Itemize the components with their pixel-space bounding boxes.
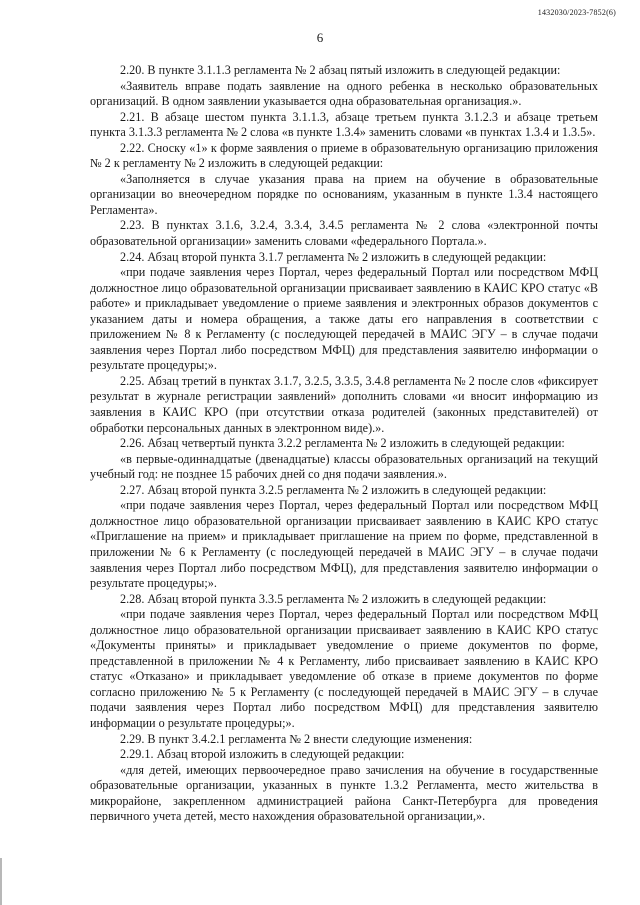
paragraph: 2.23. В пунктах 3.1.6, 3.2.4, 3.3.4, 3.4.5 регламента № 2 слова «электронной почты образовательной организации» заменить словами «федерального Портала.». [90,218,598,249]
paragraph: 2.24. Абзац второй пункта 3.1.7 регламента № 2 изложить в следующей редакции: [120,249,547,264]
paragraph: 2.26. Абзац четвертый пункта 3.2.2 регламента № 2 изложить в следующей редакции: [120,436,565,451]
paragraph: «Заявитель вправе подать заявление на одного ребенка в несколько образовательных организаций. В одном заявлении указывается одна образовательная организация.». [90,78,598,109]
paragraph: «при подаче заявления через Портал, через федеральный Портал или посредством МФЦ должностное лицо образовательной организации присваивает заявлению в КАИС КРО статус «В работе» и прикладывает уведомление о приеме заявления и электронных образов документов с указанием даты и номера обращения, а также даты его направления в соответствии с приложением № 8 к Регламенту (с последующей передачей в МАИС ЭГУ – в случае подачи заявления через Портал либо посредством МФЦ) для представления заявителю информации о результате процедуры;». [90,265,598,373]
document-id: 1432030/2023-7852(6) [537,8,616,17]
page-number: 6 [316,30,324,45]
paragraph: 2.29.1. Абзац второй изложить в следующей редакции: [120,747,405,762]
paragraph: «при подаче заявления через Портал, через федеральный Портал или посредством МФЦ должностное лицо образовательной организации присваивает заявлению в КАИС КРО статус «Приглашение на прием» и прикладывает приглашение на прием по форме, представленной в приложении № 6 к Регламенту (с последующей передачей в МАИС ЭГУ – в случае подачи заявления через Портал либо посредством МФЦ), для представления заявителю информации о результате процедуры;». [90,498,598,591]
document-body [90,63,598,825]
paragraph: «Заполняется в случае указания права на прием на обучение в образовательные организации во внеочередном порядке по основаниям, указанным в пункте 1.3.4 настоящего Регламента». [90,171,598,217]
paragraph: 2.25. Абзац третий в пунктах 3.1.7, 3.2.5, 3.3.5, 3.4.8 регламента № 2 после слов «фиксирует результат в журнале регистрации заявлений» дополнить словами «и вносит информацию из заявления в КАИС КРО (при отсутствии отказа родителей (законных представителей) от обработки персональных данных в электронном виде).». [90,373,598,435]
paragraph: 2.22. Сноску «1» к форме заявления о приеме в образовательную организацию приложения № 2 к регламенту № 2 изложить в следующей редакции: [90,140,598,171]
paragraph: 2.27. Абзац второй пункта 3.2.5 регламента № 2 изложить в следующей редакции: [120,482,547,497]
paragraph: «при подаче заявления через Портал, через федеральный Портал или посредством МФЦ должностное лицо образовательной организации присваивает заявлению в КАИС КРО статус «Документы приняты» и прикладывает уведомление о приеме документов по форме, представленной в приложении № 4 к Регламенту, либо присваивает заявлению в КАИС КРО статус «Отказано» и прикладывает уведомление об отказе в приеме документов по форме согласно приложению № 5 к Регламенту (с последующей передачей в МАИС ЭГУ – в случае подачи заявления через Портал либо посредством МФЦ) для представления заявителю информации о результате процедуры;». [90,607,598,730]
paragraph: 2.21. В абзаце шестом пункта 3.1.1.3, абзаце третьем пункта 3.1.2.3 и абзаце третьем пункта 3.1.3.3 регламента № 2 слова «в пункте 1.3.4» заменить словами «в пунктах 1.3.4 и 1.3.5». [90,109,598,140]
paragraph: 2.20. В пункте 3.1.1.3 регламента № 2 абзац пятый изложить в следующей редакции: [120,63,561,77]
paragraph: 2.29. В пункт 3.4.2.1 регламента № 2 внести следующие изменения: [120,731,473,746]
scan-edge-mark [0,858,2,905]
paragraph: 2.28. Абзац второй пункта 3.3.5 регламента № 2 изложить в следующей редакции: [120,591,547,606]
paragraph: «в первые-одиннадцатые (двенадцатые) классы образовательных организаций на текущий учебный год: не позднее 15 рабочих дней со дня подачи заявления.». [90,451,598,482]
paragraph: «для детей, имеющих первоочередное право зачисления на обучение в государственные образовательные организации, указанных в пункте 1.3.2 Регламента, место жительства в микрорайоне, закрепленном администрацией района Санкт-Петербурга для проведения первичного учета детей, место нахождения образовательной организации,». [90,762,598,824]
